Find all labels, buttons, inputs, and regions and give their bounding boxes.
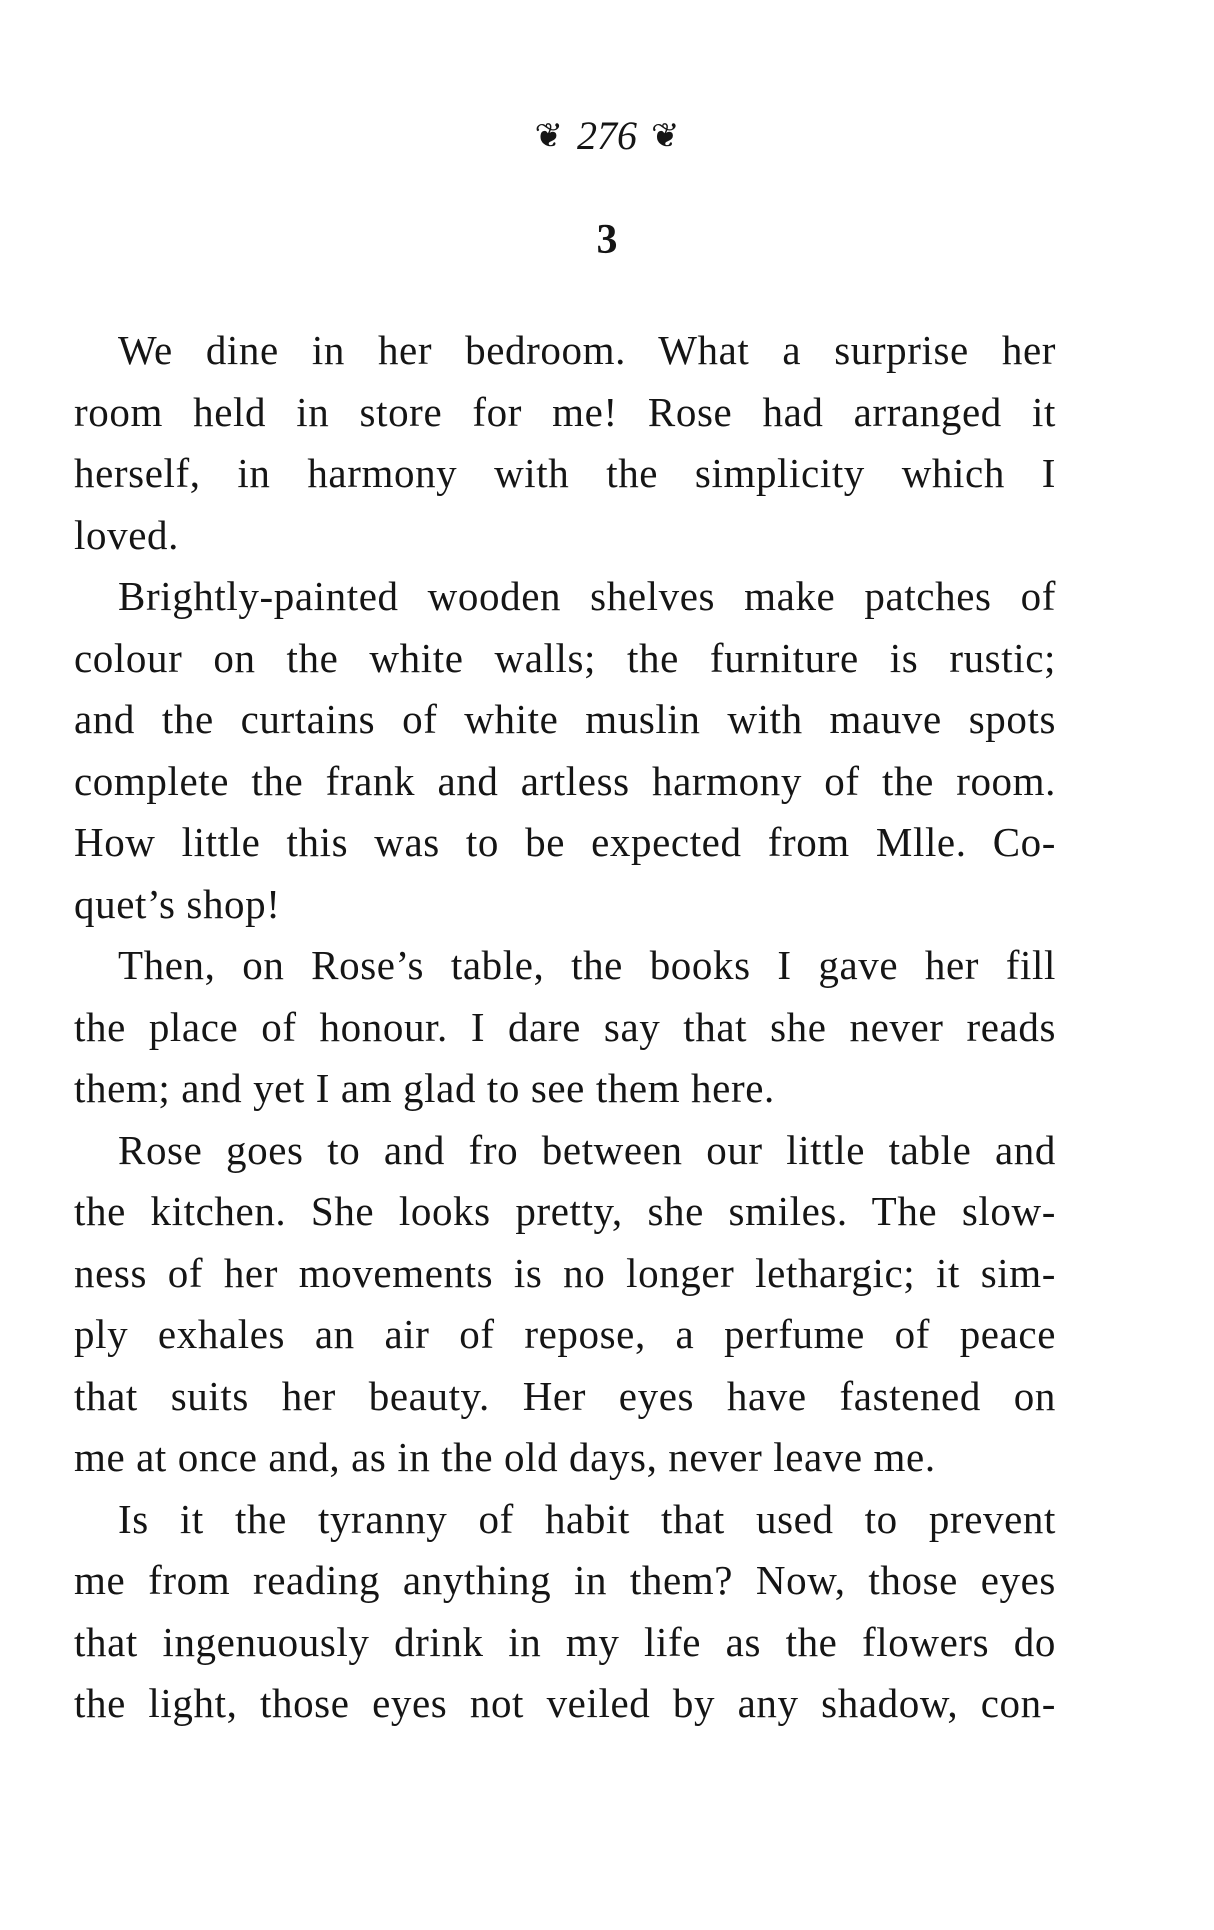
paragraph-1-line: room held in store for me! Rose had arranged it	[74, 388, 1056, 435]
paragraph-2-line: and the curtains of white muslin with mauve spots	[74, 696, 1056, 742]
section-number: 3	[596, 217, 618, 263]
paragraph-4-line: ply exhales an air of repose, a perfume of peace	[74, 1311, 1056, 1357]
right-ornament-icon: ❦	[651, 118, 680, 155]
paragraph-1-line: loved.	[74, 511, 179, 558]
paragraph-3-line: them; and yet I am glad to see them here.	[74, 1065, 775, 1111]
page-header	[0, 112, 1214, 161]
left-ornament-icon: ❦	[534, 118, 563, 155]
paragraph-2-line: How little this was to be expected from Mlle. Co-	[74, 819, 1056, 865]
body-text	[74, 320, 1056, 1735]
paragraph-5-line: me from reading anything in them? Now, those eyes	[74, 1557, 1056, 1603]
paragraph-1-line: herself, in harmony with the simplicity which I	[74, 450, 1056, 496]
paragraph-4-line: Rose goes to and fro between our little table and	[118, 1126, 1056, 1173]
paragraph-4-line: me at once and, as in the old days, never leave me.	[74, 1434, 936, 1480]
paragraph-3-line: the place of honour. I dare say that she never reads	[74, 1003, 1056, 1050]
paragraph-4-line: the kitchen. She looks pretty, she smiles. The slow-	[74, 1188, 1056, 1234]
paragraph-4-line: ness of her movements is no longer lethargic; it sim-	[74, 1249, 1056, 1296]
paragraph-5-line: the light, those eyes not veiled by any shadow, con-	[74, 1680, 1056, 1726]
paragraph-3-line: Then, on Rose’s table, the books I gave her fill	[118, 942, 1056, 988]
page-number: 276	[577, 113, 637, 158]
paragraph-2-line: colour on the white walls; the furniture is rustic;	[74, 634, 1056, 681]
paragraph-4-line: that suits her beauty. Her eyes have fastened on	[74, 1372, 1056, 1419]
paragraph-1-line: We dine in her bedroom. What a surprise her	[118, 327, 1056, 373]
paragraph-5-line: that ingenuously drink in my life as the flowers do	[74, 1618, 1056, 1665]
paragraph-2-line: Brightly-painted wooden shelves make patches of	[118, 573, 1056, 619]
paragraph-5-line: Is it the tyranny of habit that used to prevent	[118, 1495, 1056, 1542]
paragraph-2-line: complete the frank and artless harmony of the room.	[74, 757, 1056, 804]
paragraph-2-line: quet’s shop!	[74, 880, 281, 927]
